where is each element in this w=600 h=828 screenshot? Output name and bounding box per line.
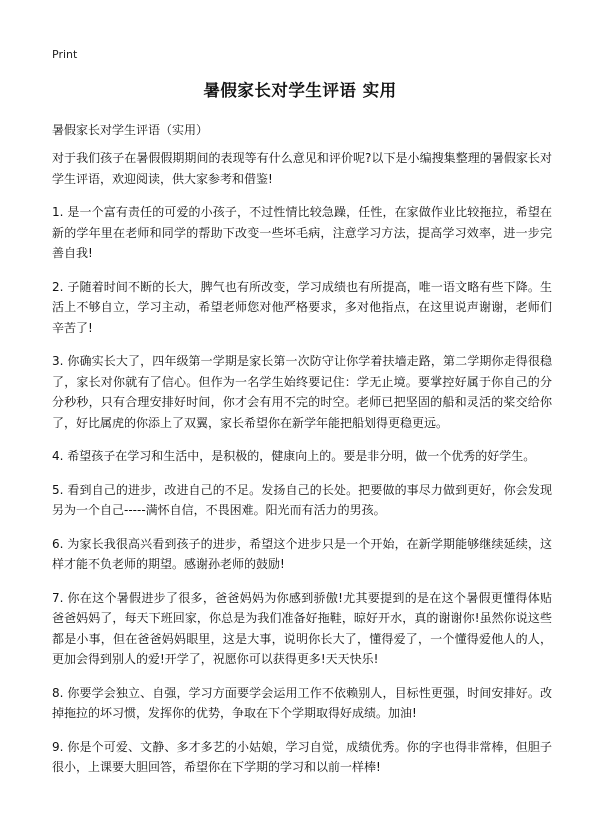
- document-subtitle: 暑假家长对学生评语（实用）: [52, 123, 209, 137]
- intro-paragraph: 对于我们孩子在暑假假期期间的表现等有什么意见和评价呢?以下是小编搜集整理的暑假家长对学生评语，欢迎阅读，供大家参考和借鉴!: [52, 151, 552, 186]
- comment-paragraph-1: 1. 是一个富有责任的可爱的小孩子，不过性情比较急躁，任性，在家做作业比较拖拉，希望在新的学年里在老师和同学的帮助下改变一些坏毛病，注意学习方法，提高学习效率，进一步完善自我!: [52, 205, 552, 260]
- comment-paragraph-3: 3. 你确实长大了，四年级第一学期是家长第一次防守让你学着扶墙走路，第二学期你走得很稳了，家长对你就有了信心。但作为一名学生始终要记住：学无止境。要掌控好属于你自己的分分秒秒，只有合理安排好时间，你才会有用不完的时空。老师已把坚固的船和灵活的桨交给你了，好比属虎的你添上了双翼，家长希望你在新学年能把船划得更稳更远。: [52, 354, 552, 430]
- comment-paragraph-9: 9. 你是个可爱、文静、多才多艺的小姑娘，学习自觉，成绩优秀。你的字也得非常棒，但胆子很小，上课要大胆回答，希望你在下学期的学习和以前一样棒!: [52, 739, 552, 774]
- comment-paragraph-7: 7. 你在这个暑假进步了很多，爸爸妈妈为你感到骄傲!尤其要提到的是在这个暑假更懂得体贴爸爸妈妈了，每天下班回家，你总是为我们准备好拖鞋，晾好开水，真的谢谢你!虽然你说这些都是小事，但在爸爸妈妈眼里，这是大事，说明你长大了，懂得爱了，一个懂得爱他人的人，更加会得到别人的爱!开学了，祝愿你可以获得更多!天天快乐!: [52, 590, 552, 666]
- comment-paragraph-5: 5. 看到自己的进步，改进自己的不足。发扬自己的长处。把要做的事尽力做到更好，你会发现另为一个自己-----满怀自信，不畏困难。阳光而有活力的男孩。: [52, 482, 552, 517]
- comment-paragraph-4: 4. 希望孩子在学习和生活中，是积极的，健康向上的。要是非分明，做一个优秀的好学生。: [52, 449, 536, 463]
- print-link[interactable]: Print: [52, 48, 78, 61]
- comment-paragraph-8: 8. 你要学会独立、自强，学习方面要学会运用工作不依赖别人，目标性更强，时间安排好。改掉拖拉的坏习惯，发挥你的优势，争取在下个学期取得好成绩。加油!: [52, 685, 552, 720]
- document-body: [52, 148, 552, 791]
- comment-paragraph-6: 6. 为家长我很高兴看到孩子的进步，希望这个进步只是一个开始，在新学期能够继续延续，这样才能不负老师的期望。感谢孙老师的鼓励!: [52, 536, 552, 571]
- page-title: 暑假家长对学生评语 实用: [203, 81, 397, 100]
- comment-paragraph-2: 2. 子随着时间不断的长大，脾气也有所改变，学习成绩也有所提高，唯一语文略有些下降。生活上不够自立，学习主动，希望老师您对他严格要求，多对他指点，在这里说声谢谢，老师们辛苦了!: [52, 279, 552, 335]
